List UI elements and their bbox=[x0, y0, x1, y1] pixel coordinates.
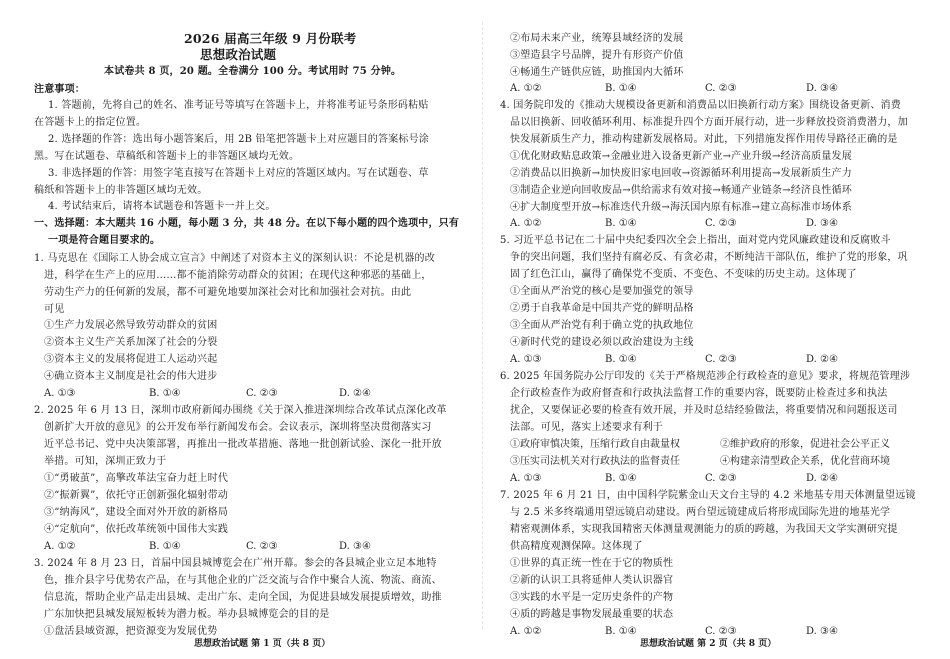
question-3-item: ①盘活县域资源，把资源变为发展优势 bbox=[44, 626, 218, 637]
notice-line: 稿纸和答题卡上的非答题区域均无效。 bbox=[34, 185, 208, 196]
question-5-item: ④新时代党的建设必须以政治建设为主线 bbox=[510, 337, 694, 348]
question-3-text: 广东加快把县城发展短板转为潜力板。举办县城博览会的目的是 bbox=[44, 609, 330, 620]
page-footer: 思想政治试题 第 2 页（共 8 页） bbox=[640, 639, 777, 649]
question-7-text: 精密观测体系，实现我国精密天体测量观测能力的质的跨越，为我国天文学实测研究提 bbox=[510, 524, 898, 535]
notice-line: 1. 答题前，先将自己的姓名、准考证号等填写在答题卡上，并将准考证号条形码粘贴 bbox=[48, 100, 429, 111]
option-b[interactable]: B. ①④ bbox=[149, 541, 181, 552]
question-2-item: ③“纳海风”，建设全面对外开放的新格局 bbox=[44, 507, 229, 518]
question-2-text: 举措。可知，深圳正致力于 bbox=[44, 456, 167, 467]
question-6-text: 6. 2025 年国务院办公厅印发的《关于严格规范涉企行政检查的意见》要求，将规范管理涉 bbox=[500, 371, 911, 382]
question-3-item: ④畅通生产链供应链，助推国内大循环 bbox=[510, 67, 684, 78]
notice-line: 黑。写在试题卷、草稿纸和答题卡上的非答题区域均无效。 bbox=[34, 151, 300, 162]
option-a[interactable]: A. ①② bbox=[510, 626, 542, 637]
question-2-item: ①“勇破茧”，高擎改革法宝奋力赶上时代 bbox=[44, 473, 229, 484]
question-1-item: ③资本主义的发展将促进工人运动兴起 bbox=[44, 354, 218, 365]
question-7-text: 供高精度观测保障。这体现了 bbox=[510, 541, 643, 552]
section-heading: 一项是符合题目要求的。 bbox=[48, 235, 161, 246]
option-d[interactable]: D. ③④ bbox=[806, 626, 838, 637]
column-divider bbox=[482, 22, 483, 629]
question-2-text: 近平总书记、党中央决策部署，再推出一批改革措施、落地一批创新试验、深化一批开放 bbox=[44, 439, 442, 450]
question-1-item: ②资本主义生产关系加深了社会的分裂 bbox=[44, 337, 218, 348]
exam-info: 本试卷共 8 页，20 题。全卷满分 100 分。考试用时 75 分钟。 bbox=[104, 66, 402, 77]
question-6-text: 扰企，又要保证必要的检查有效开展，并及时总结经验做法，将重要情况和问题报送司 bbox=[510, 405, 898, 416]
question-7-item: ③实践的水平是一定历史条件的产物 bbox=[510, 592, 674, 603]
question-5-text: 固了红色江山，赢得了确保党不变质、不变色、不变味的历史主动。这体现了 bbox=[510, 269, 857, 280]
question-7-text: 与 2.5 米多终端通用望远镜启动建设。两台望远镜建成后将形成国际先进的地基光学 bbox=[510, 507, 891, 518]
question-6-text: 企行政检查作为政府督查和行政执法监督工作的重要内容，既要防止检查过多和执法 bbox=[510, 388, 888, 399]
question-5-item: ②勇于自我革命是中国共产党的鲜明品格 bbox=[510, 303, 694, 314]
option-a[interactable]: A. ①③ bbox=[510, 354, 542, 365]
option-c[interactable]: C. ②③ bbox=[705, 626, 737, 637]
question-2-text: 创新扩大开放的意见》的公开发布举行新闻发布会。会议表示，深圳将坚决贯彻落实习 bbox=[44, 422, 432, 433]
option-a[interactable]: A. ①③ bbox=[510, 473, 542, 484]
question-7-item: ①世界的真正统一性在于它的物质性 bbox=[510, 558, 674, 569]
question-4-item: ①优化财政贴息政策→金融业进入设备更新产业→产业升级→经济高质量发展 bbox=[510, 151, 852, 162]
question-7-text: 7. 2025 年 6 月 21 日，由中国科学院紫金山天文台主导的 4.2 米地基专用天体测量望远镜 bbox=[500, 490, 916, 501]
question-4-item: ③制造企业逆向回收废品→供给需求有效对接→畅通产业链条→经济良性循环 bbox=[510, 185, 852, 196]
option-a[interactable]: A. ①② bbox=[44, 541, 76, 552]
question-3-item: ②布局未来产业，统筹县域经济的发展 bbox=[510, 33, 684, 44]
section-heading: 一、选择题：本大题共 16 小题，每小题 3 分，共 48 分。在以下每小题的四个选项中，只有 bbox=[34, 218, 460, 229]
question-3-text: 色，推介县字号优势农产品，在与其他企业的广泛交流与合作中聚合人流、物流、商流、 bbox=[44, 575, 442, 586]
question-3-item: ③塑造县字号品牌，提升有形资产价值 bbox=[510, 50, 684, 61]
option-d[interactable]: D. ③④ bbox=[806, 83, 838, 94]
notice-line: 4. 考试结束后，请将本试题卷和答题卡一并上交。 bbox=[48, 201, 276, 212]
option-d[interactable]: D. ②④ bbox=[339, 388, 371, 399]
question-4-text: 4. 国务院印发的《推动大规模设备更新和消费品以旧换新行动方案》围绕设备更新、消费 bbox=[500, 100, 901, 111]
question-1-item: ①生产力发展必然导致劳动群众的贫困 bbox=[44, 320, 218, 331]
question-5-item: ③全面从严治党有利于确立党的执政地位 bbox=[510, 320, 694, 331]
notice-title: 注意事项： bbox=[34, 84, 85, 95]
question-2-item: ②“振新翼”，依托守正创新强化辐射带动 bbox=[44, 490, 229, 501]
question-1-text: 可见 bbox=[44, 304, 65, 315]
question-4-item: ④扩大制度型开放→标准迭代升级→海沃国内原有标准→建立高标准市场体系 bbox=[510, 202, 852, 213]
question-5-text: 争的突出问题，我们坚持有腐必反、有贪必肃，不断纯洁干部队伍，维护了党的形象，巩 bbox=[510, 252, 908, 263]
option-b[interactable]: B. ①④ bbox=[605, 83, 637, 94]
option-a[interactable]: A. ①② bbox=[510, 218, 542, 229]
option-c[interactable]: C. ②③ bbox=[246, 541, 278, 552]
question-6-item: ①政府审慎决策，压缩行政自由裁量权 bbox=[510, 439, 680, 450]
option-c[interactable]: C. ②③ bbox=[705, 354, 737, 365]
option-d[interactable]: D. ②④ bbox=[806, 473, 838, 484]
option-c[interactable]: C. ②③ bbox=[705, 83, 737, 94]
page-footer: 思想政治试题 第 1 页（共 8 页） bbox=[194, 639, 331, 649]
question-1-text: 进，科学在生产上的应用……都不能消除劳动群众的贫困；在现代这种邪恶的基础上， bbox=[44, 270, 432, 281]
question-2-item: ④“定航向”，依托改革统领中国伟大实践 bbox=[44, 524, 229, 535]
option-a[interactable]: A. ①③ bbox=[44, 388, 76, 399]
notice-line: 2. 选择题的作答：选出每小题答案后，用 2B 铅笔把答题卡上对应题目的答案标号涂 bbox=[48, 134, 429, 145]
option-b[interactable]: B. ①④ bbox=[605, 354, 637, 365]
question-1-text: 1. 马克思在《国际工人协会成立宣言》中阐述了对资本主义的深刻认识：不论是机器的改 bbox=[34, 253, 435, 264]
question-1-item: ④确立资本主义制度是社会的伟大进步 bbox=[44, 371, 218, 382]
question-1-text: 劳动生产力的任何新的发展，都不可避免地要加深社会对比和加强社会对抗。由此 bbox=[44, 287, 412, 298]
notice-line: 在答题卡上的指定位置。 bbox=[34, 117, 147, 128]
question-6-text: 法部。可见，落实上述要求有利于 bbox=[510, 422, 663, 433]
option-c[interactable]: C. ②③ bbox=[705, 473, 737, 484]
page-2-column bbox=[500, 0, 924, 659]
question-7-item: ④质的跨越是事物发展最重要的状态 bbox=[510, 609, 674, 620]
question-6-item: ④构建亲清型政企关系，优化营商环境 bbox=[720, 456, 890, 467]
question-5-text: 5. 习近平总书记在二十届中央纪委四次全会上指出，面对党内党风廉政建设和反腐败斗 bbox=[500, 235, 891, 246]
option-b[interactable]: B. ①④ bbox=[605, 218, 637, 229]
question-7-item: ②新的认识工具将延伸人类认识器官 bbox=[510, 575, 674, 586]
question-3-text: 信息流，帮助企业产品走出县城、走出广东、走向全国，为促进县域发展提质增效，助推 bbox=[44, 592, 442, 603]
question-6-item: ③压实司法机关对行政执法的监督责任 bbox=[510, 456, 680, 467]
option-b[interactable]: B. ①④ bbox=[605, 473, 637, 484]
option-d[interactable]: D. ③④ bbox=[339, 541, 371, 552]
exam-title: 2026 届高三年级 9 月份联考 bbox=[184, 31, 357, 46]
page-1-column bbox=[34, 0, 458, 659]
question-6-item: ②维护政府的形象，促进社会公平正义 bbox=[720, 439, 890, 450]
option-a[interactable]: A. ①② bbox=[510, 83, 542, 94]
option-c[interactable]: C. ②③ bbox=[246, 388, 278, 399]
question-3-text: 3. 2024 年 8 月 23 日，首届中国县城博览会在广州开幕。参会的各县城企业立足本地特 bbox=[34, 558, 437, 569]
question-5-item: ①全面从严治党的核心是要加强党的领导 bbox=[510, 286, 694, 297]
question-4-text: 快发展新质生产力，推动构建新发展格局。对此，下列措施发挥作用传导路径正确的是 bbox=[510, 134, 898, 145]
notice-line: 3. 非选择题的作答：用签字笔直接写在答题卡上对应的答题区域内。写在试题卷、草 bbox=[48, 168, 429, 179]
option-b[interactable]: B. ①④ bbox=[149, 388, 181, 399]
option-c[interactable]: C. ②③ bbox=[705, 218, 737, 229]
option-b[interactable]: B. ①④ bbox=[605, 626, 637, 637]
option-d[interactable]: D. ③④ bbox=[806, 218, 838, 229]
exam-subject: 思想政治试题 bbox=[200, 47, 277, 62]
question-4-text: 品以旧换新、回收循环利用、标准提升四个方面开展行动，进一步释放投资消费潜力，加 bbox=[510, 117, 908, 128]
question-4-item: ②消费品以旧换新→加快废旧家电回收→资源循环利用提高→发展新质生产力 bbox=[510, 168, 852, 179]
question-2-text: 2. 2025 年 6 月 13 日，深圳市政府新闻办围绕《关于深入推进深圳综合改革试点深化改革 bbox=[34, 405, 447, 416]
option-d[interactable]: D. ②④ bbox=[806, 354, 838, 365]
